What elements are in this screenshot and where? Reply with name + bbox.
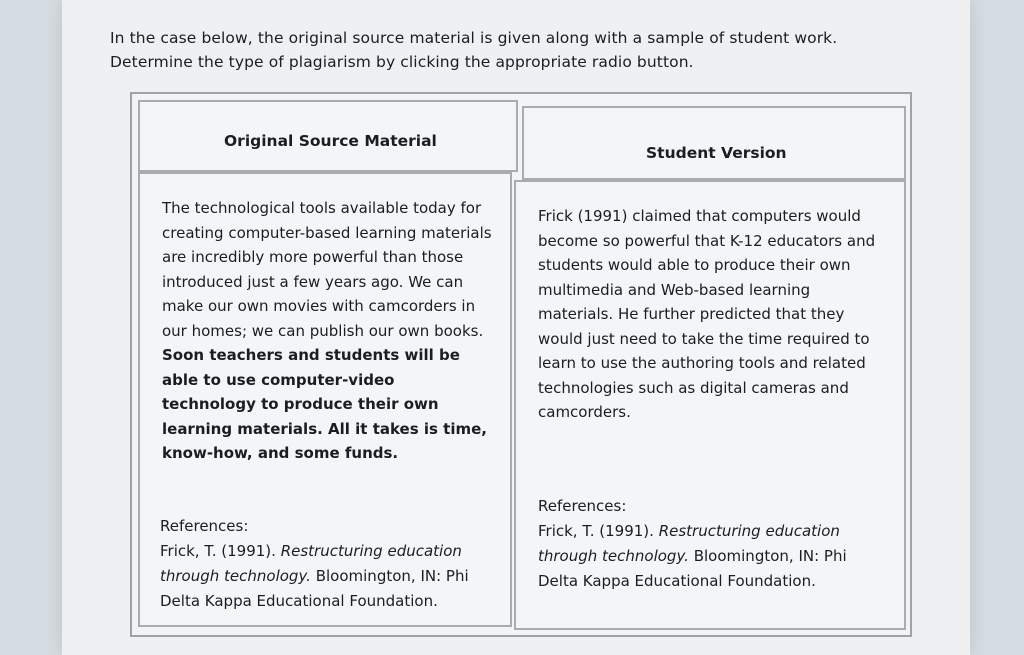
student-header-cell [522, 106, 906, 180]
references-label: References: [160, 517, 249, 535]
reference-publisher: Bloomington, IN: Phi Delta Kappa Educational Foundation. [160, 567, 469, 610]
student-references [538, 494, 888, 594]
original-plain-text: The technological tools available today for creating computer-based learning materials are incredibly more powerful than those introduced just a few years ago. We can make our own movies with camcorders in our homes; we can publish our own books. [162, 199, 492, 340]
original-references [160, 514, 505, 614]
reference-title: Restructuring education through technology. [160, 542, 462, 585]
reference-publisher: Bloomington, IN: Phi Delta Kappa Educational Foundation. [538, 547, 847, 590]
student-version-cell [514, 180, 906, 630]
references-label: References: [538, 497, 627, 515]
reference-entry [538, 519, 888, 594]
student-version-text: Frick (1991) claimed that computers would become so powerful that K-12 educators and students would able to produce their own multimedia and Web-based learning materials. He further predicted that they would just need to take the time required to learn to use the authoring tools and related technologies such as digital cameras and camcorders. [538, 207, 876, 421]
original-source-text [162, 196, 492, 466]
original-source-cell [138, 172, 512, 627]
student-version-header: Student Version [646, 144, 787, 162]
instructions-line-1: In the case below, the original source material is given along with a sample of student work. [110, 29, 838, 47]
original-header-cell [138, 100, 518, 172]
original-source-header: Original Source Material [224, 132, 437, 150]
reference-author: Frick, T. (1991). [538, 522, 654, 540]
reference-entry [160, 539, 505, 614]
page [62, 0, 970, 655]
instructions-line-2: Determine the type of plagiarism by clicking the appropriate radio button. [110, 53, 694, 71]
reference-author: Frick, T. (1991). [160, 542, 276, 560]
reference-title: Restructuring education through technology. [538, 522, 840, 565]
comparison-table [130, 92, 912, 637]
instructions [110, 26, 890, 74]
original-bold-text: Soon teachers and students will be able to use computer-video technology to produce their own learning materials. All it takes is time, know-how, and some funds. [162, 346, 487, 462]
